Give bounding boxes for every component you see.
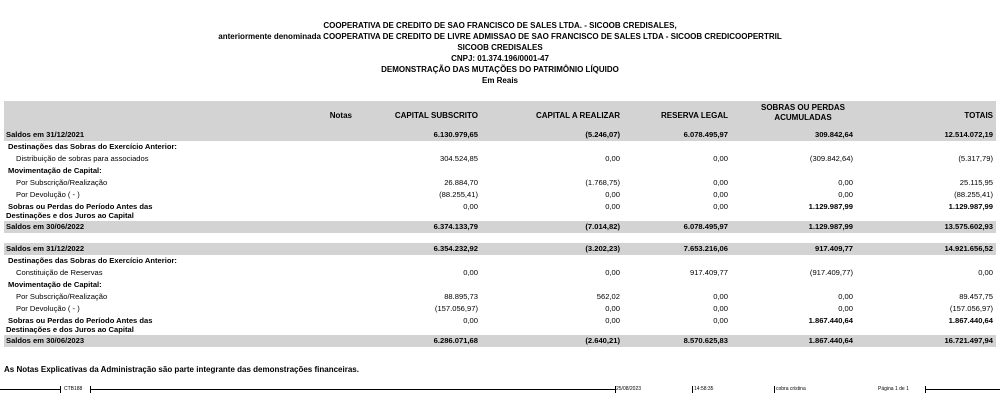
- table-row: [4, 201, 996, 221]
- cell-capital-subscrito: 304.524,85: [439, 154, 478, 163]
- currency-unit: Em Reais: [481, 76, 519, 85]
- cell-capital-a-realizar: (2.640,21): [585, 336, 620, 345]
- cell-reserva-legal: 7.653.216,06: [683, 244, 728, 253]
- cell-sobras-perdas: 917.409,77: [814, 244, 853, 253]
- cell-capital-a-realizar: 562,02: [596, 292, 620, 301]
- balance-row: [4, 129, 996, 141]
- row-label: Destinações das Sobras do Exercício Anterior:: [8, 256, 177, 265]
- row-label: Sobras ou Perdas do Período Antes das: [8, 316, 153, 325]
- col-reserva-legal: RESERVA LEGAL: [661, 111, 728, 120]
- row-label: Por Devolução ( - ): [16, 190, 80, 199]
- user-name: cobra cristina: [776, 386, 806, 392]
- col-capital-subscrito: CAPITAL SUBSCRITO: [394, 111, 478, 120]
- row-label: Saldos em 31/12/2021: [6, 130, 85, 139]
- balance-row: [4, 243, 996, 255]
- balance-row: [4, 335, 996, 347]
- row-label: Saldos em 30/06/2022: [6, 222, 85, 231]
- cell-capital-subscrito: 0,00: [463, 268, 478, 277]
- row-label: Por Devolução ( - ): [16, 304, 80, 313]
- cell-totais: (88.255,41): [954, 190, 993, 199]
- former-name: anteriormente denominada COOPERATIVA DE CREDITO DE LIVRE ADMISSAO DE SAO FRANCISCO DE SALES LTDA - SICOOB CREDICOOPERTRIL: [218, 32, 782, 41]
- col-totais: TOTAIS: [964, 111, 993, 120]
- col-capital-a-realizar: CAPITAL A REALIZAR: [536, 111, 620, 120]
- cell-reserva-legal: 0,00: [713, 202, 728, 211]
- cell-reserva-legal: 8.570.625,83: [683, 336, 728, 345]
- col-sobras-perdas: SOBRAS OU PERDAS ACUMULADAS: [760, 103, 845, 122]
- cell-totais: 14.921.656,52: [944, 244, 993, 253]
- cell-sobras-perdas: 0,00: [838, 190, 853, 199]
- cell-reserva-legal: 0,00: [713, 154, 728, 163]
- equity-changes-table: [4, 101, 996, 347]
- cell-capital-subscrito: 26.884,70: [444, 178, 478, 187]
- section-heading-row: [4, 141, 996, 153]
- row-label: Constituição de Reservas: [16, 268, 103, 277]
- cell-capital-a-realizar: (3.202,23): [585, 244, 620, 253]
- cell-reserva-legal: 0,00: [713, 292, 728, 301]
- table-row: [4, 267, 996, 279]
- table-header: [4, 101, 996, 129]
- page-footer: [0, 385, 1000, 395]
- cell-capital-a-realizar: 0,00: [605, 190, 620, 199]
- cell-capital-a-realizar: 0,00: [605, 202, 620, 211]
- cell-capital-subscrito: 6.130.979,65: [433, 130, 478, 139]
- cell-reserva-legal: 0,00: [713, 190, 728, 199]
- row-label: Movimentação de Capital:: [8, 280, 102, 289]
- table-row: [4, 303, 996, 315]
- cell-capital-a-realizar: (5.246,07): [585, 130, 620, 139]
- row-label: Distribuição de sobras para associados: [16, 154, 149, 163]
- section-heading-row: [4, 279, 996, 291]
- print-date: 25/08/2023: [616, 386, 642, 392]
- cell-capital-subscrito: 0,00: [463, 316, 478, 325]
- cell-reserva-legal: 917.409,77: [689, 268, 728, 277]
- cell-sobras-perdas: (917.409,77): [809, 268, 853, 277]
- cell-capital-subscrito: 6.374.133,79: [433, 222, 478, 231]
- cell-capital-subscrito: 6.286.071,68: [433, 336, 478, 345]
- cell-sobras-perdas: 1.867.440,64: [808, 336, 853, 345]
- cell-capital-subscrito: 88.895,73: [444, 292, 478, 301]
- cell-totais: 1.867.440,64: [948, 316, 993, 325]
- cell-capital-subscrito: 0,00: [463, 202, 478, 211]
- report-header: [0, 20, 1000, 86]
- cell-sobras-perdas: 0,00: [838, 178, 853, 187]
- row-label-continued: Destinações e dos Juros ao Capital: [6, 211, 134, 220]
- row-label: Sobras ou Perdas do Período Antes das: [8, 202, 153, 211]
- short-name: SICOOB CREDISALES: [457, 43, 543, 52]
- cell-capital-subscrito: (157.056,97): [434, 304, 478, 313]
- section-heading-row: [4, 255, 996, 267]
- cell-sobras-perdas: 0,00: [838, 292, 853, 301]
- table-row: [4, 315, 996, 335]
- page-number: Página 1 de 1: [878, 386, 909, 392]
- company-name: COOPERATIVA DE CREDITO DE SAO FRANCISCO DE SALES LTDA. - SICOOB CREDISALES,: [323, 21, 677, 30]
- table-row: [4, 291, 996, 303]
- table-row: [4, 177, 996, 189]
- table-row: [4, 153, 996, 165]
- balance-row: [4, 221, 996, 233]
- cell-sobras-perdas: 309.842,64: [814, 130, 853, 139]
- cell-totais: 0,00: [978, 268, 993, 277]
- cell-capital-a-realizar: 0,00: [605, 316, 620, 325]
- cell-sobras-perdas: 1.129.987,99: [808, 202, 853, 211]
- cell-sobras-perdas: (309.842,64): [809, 154, 853, 163]
- row-label: Movimentação de Capital:: [8, 166, 102, 175]
- cell-totais: 12.514.072,19: [944, 130, 993, 139]
- cell-totais: (5.317,79): [958, 154, 993, 163]
- cell-totais: 1.129.987,99: [948, 202, 993, 211]
- col-notas: Notas: [329, 111, 352, 120]
- cell-totais: 16.721.497,94: [944, 336, 993, 345]
- row-label: Por Subscrição/Realização: [16, 178, 108, 187]
- row-label-continued: Destinações e dos Juros ao Capital: [6, 325, 134, 334]
- report-title: DEMONSTRAÇÃO DAS MUTAÇÕES DO PATRIMÔNIO LÍQUIDO: [381, 65, 619, 74]
- cell-reserva-legal: 0,00: [713, 178, 728, 187]
- cell-sobras-perdas: 1.867.440,64: [808, 316, 853, 325]
- cell-reserva-legal: 6.078.495,97: [683, 130, 728, 139]
- section-heading-row: [4, 165, 996, 177]
- row-label: Destinações das Sobras do Exercício Anterior:: [8, 142, 177, 151]
- cell-reserva-legal: 6.078.495,97: [683, 222, 728, 231]
- cnpj: CNPJ: 01.374.196/0001-47: [451, 54, 549, 63]
- cell-capital-a-realizar: (1.768,75): [585, 178, 620, 187]
- cell-totais: (157.056,97): [949, 304, 993, 313]
- cell-capital-subscrito: 6.354.232,92: [433, 244, 478, 253]
- row-label: Saldos em 31/12/2022: [6, 244, 85, 253]
- cell-capital-a-realizar: (7.014,82): [585, 222, 620, 231]
- cell-sobras-perdas: 1.129.987,99: [808, 222, 853, 231]
- footnote: As Notas Explicativas da Administração são parte integrante das demonstrações financeiras.: [4, 365, 359, 374]
- report-code: CTB188: [64, 386, 83, 392]
- cell-sobras-perdas: 0,00: [838, 304, 853, 313]
- table-row: [4, 189, 996, 201]
- section-spacer: [4, 233, 996, 243]
- cell-reserva-legal: 0,00: [713, 304, 728, 313]
- print-time: 14:58:35: [694, 386, 714, 392]
- cell-totais: 13.575.602,93: [944, 222, 993, 231]
- row-label: Por Subscrição/Realização: [16, 292, 108, 301]
- cell-capital-a-realizar: 0,00: [605, 304, 620, 313]
- row-label: Saldos em 30/06/2023: [6, 336, 85, 345]
- cell-capital-subscrito: (88.255,41): [439, 190, 478, 199]
- cell-capital-a-realizar: 0,00: [605, 268, 620, 277]
- cell-totais: 89.457,75: [959, 292, 993, 301]
- cell-totais: 25.115,95: [959, 178, 993, 187]
- cell-reserva-legal: 0,00: [713, 316, 728, 325]
- cell-capital-a-realizar: 0,00: [605, 154, 620, 163]
